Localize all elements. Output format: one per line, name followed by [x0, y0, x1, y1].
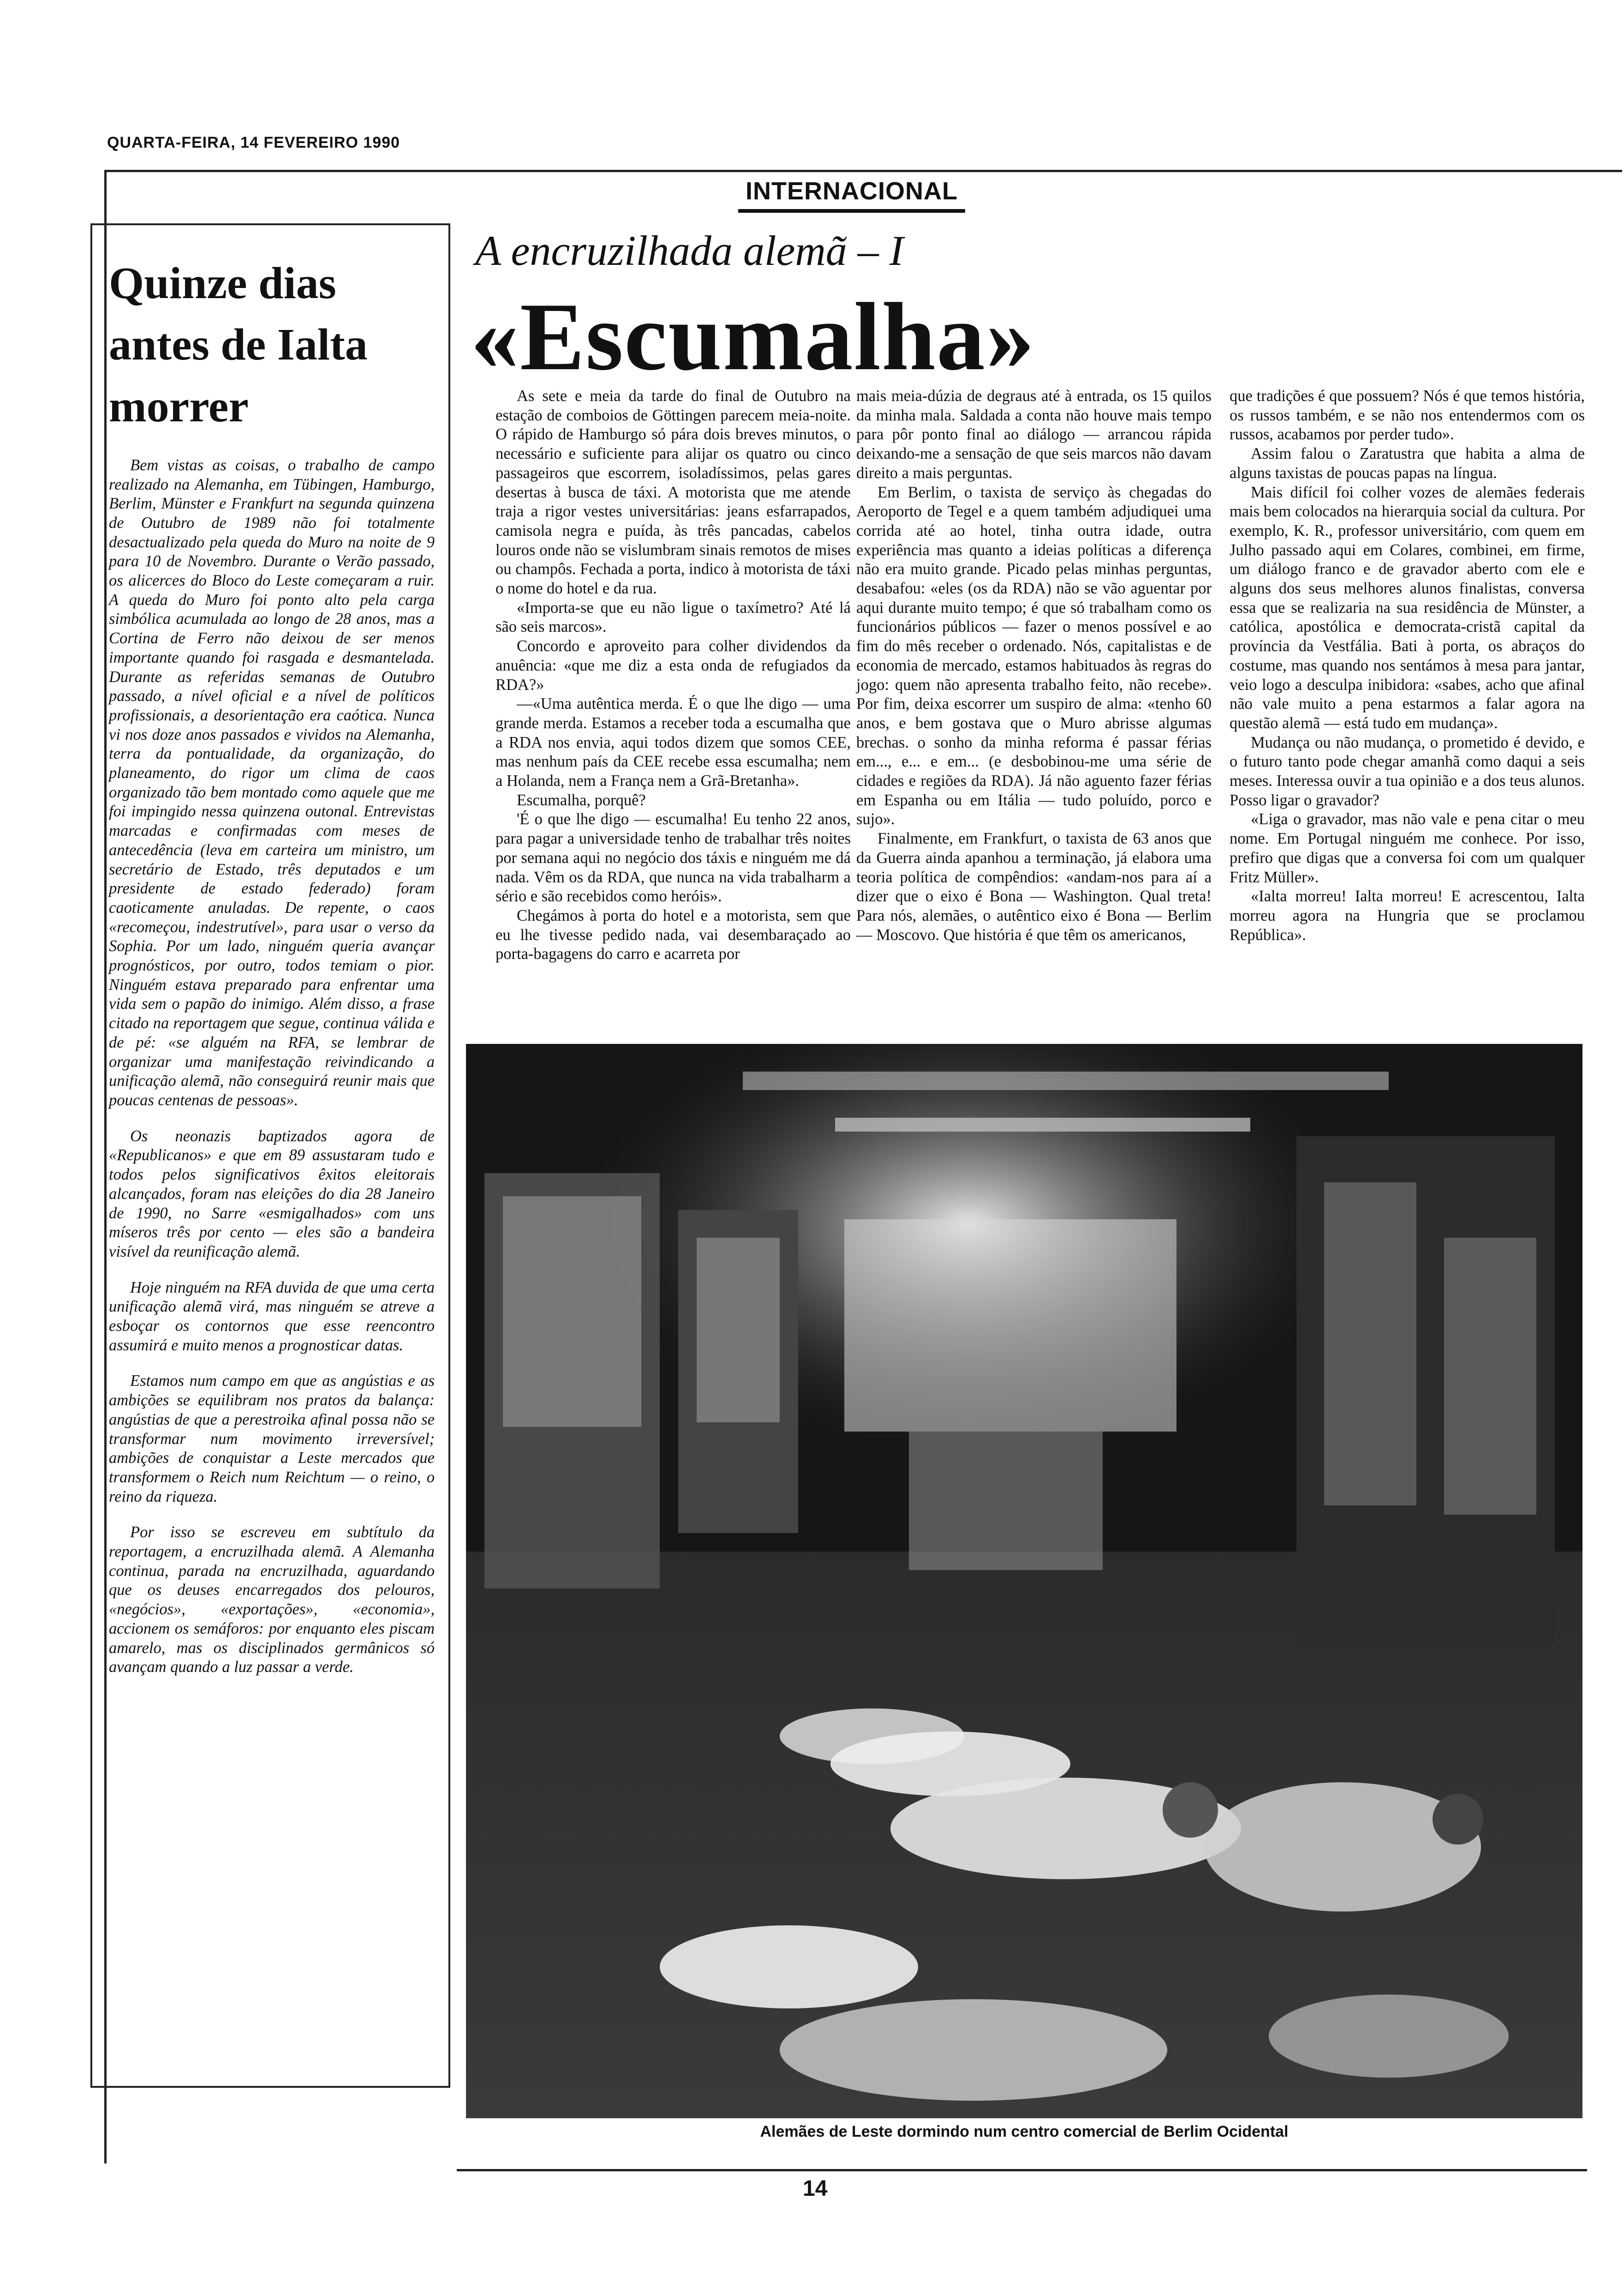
- article-paragraph: Em Berlim, o taxista de serviço às chegadas do Aeroporto de Tegel e a quem também adjudiquei uma corrida até ao hotel, tinha outra idade, outra experiência mas quanto a ideias políticas a diferença não era muito grande. Picado pelas minhas perguntas, desabafou: «eles (os da RDA) não se vão aguentar por aqui durante muito tempo; é que só trabalham como os funcionários públicos — fazer o menos possível e ao fim do mês receber o ordenado. Nós, capitalistas e de economia de mercado, estamos habituados às regras do jogo: quem não apresenta trabalho feito, não recebe». Por fim, deixa escorrer um suspiro de alma: «tenho 60 anos, e bem gostava que o Muro abrisse algumas brechas. o sonho da minha reforma é passar férias em..., e... e em... (e desbobinou-me uma série de cidades e regiões da RDA). Já não aguento fazer férias em Espanha ou em Itália — tudo poluído, porco e sujo».: [856, 483, 1212, 828]
- sidebar-paragraph: Por isso se escreveu em subtítulo da reportagem, a encruzilhada alemã. A Alemanha continua, parada na encruzilhada, aguardando que os deuses encarregados dos pelouros, «negócios», «exportações», «economia», accionem os semáforos: por enquanto eles piscam amarelo, mas os disciplinados germânicos só avançam quando a luz passar a verde.: [109, 1523, 435, 1676]
- article-paragraph: —«Uma autêntica merda. É o que lhe digo — uma grande merda. Estamos a receber toda a escumalha que a RDA nos envia, aqui todos dizem que somos CEE, mas nenhum país da CEE recebe essa escumalha; nem a Holanda, nem a França nem a Grã-Bretanha».: [496, 695, 851, 790]
- article-column-2: [856, 387, 1212, 945]
- sidebar-box: [90, 223, 450, 2088]
- sidebar-title: Quinze dias antes de Ialta morrer: [109, 258, 368, 431]
- article-paragraph: As sete e meia da tarde do final de Outubro na estação de comboios de Göttingen parecem meia-noite. O rápido de Hamburgo só pára dois breves minutos, o necessário e suficiente para alijar os quatro ou cinco passageiros que escorrem, isoladíssimos, pelas gares desertas à busca de táxi. A motorista que me atende traja a rigor vestes universitárias: jeans esfarrapados, camisola negra e puída, às três pancadas, cabelos louros onde não se vislumbram sinais remotos de mises ou champôs. Fechada a porta, indico à motorista de táxi o nome do hotel e da rua.: [496, 387, 851, 598]
- article-column-1: [496, 387, 851, 964]
- article-paragraph: Mudança ou não mudança, o prometido é devido, e o futuro tanto pode chegar amanhã como daqui a seis meses. Interessa ouvir a tua opinião e a dos teus alunos. Posso ligar o gravador?: [1230, 733, 1585, 809]
- article-paragraph: Assim falou o Zaratustra que habita a alma de alguns taxistas de poucas papas na língua.: [1230, 445, 1585, 482]
- article-paragraph: Escumalha, porquê?: [517, 791, 646, 809]
- photo-caption: Alemães de Leste dormindo num centro comercial de Berlim Ocidental: [760, 2123, 1289, 2140]
- page-number: 14: [803, 2176, 828, 2201]
- article-paragraph: Chegámos à porta do hotel e a motorista, sem que eu lhe tivesse pedido nada, vai desembaraçado ao porta-bagagens do carro e acarreta por: [496, 906, 851, 963]
- article-headline: «Escumalha»: [471, 283, 1035, 390]
- dateline: QUARTA-FEIRA, 14 FEVEREIRO 1990: [107, 134, 400, 151]
- top-rule: [104, 170, 1622, 172]
- sidebar-paragraph: Os neonazis baptizados agora de «Republicanos» e que em 89 assustaram tudo e todos pelos significativos êxitos eleitorais alcançados, foram nas eleições do dia 28 Janeiro de 1990, no Sarre «esmigalhados» com uns míseros três por cento — eles são a bandeira visível da reunificação alemã.: [109, 1127, 435, 1260]
- sidebar-paragraph: Bem vistas as coisas, o trabalho de campo realizado na Alemanha, em Tübingen, Hamburgo, Berlim, Münster e Frankfurt na segunda quinzena de Outubro de 1989 não foi totalmente desactualizado pela queda do Muro na noite de 9 para 10 de Novembro. Durante o Verão passado, os alicerces do Bloco do Leste começaram a ruir. A queda do Muro foi ponto alto pela carga simbólica acumulada ao longo de 28 anos, mas a Cortina de Ferro não deixou de ser menos importante quando foi rasgada e desmantelada. Durante as referidas semanas de Outubro passado, a nível oficial e a nível de políticos profissionais, a desorientação era caótica. Nunca vi nos doze anos passados e vividos na Alemanha, terra da pontualidade, da organização, do planeamento, do rigor um clima de caos organizado tão bem montado como aquele que me foi impingido nessa quinzena outonal. Entrevistas marcadas e confirmadas com meses de antecedência (leva em carteira um ministro, um secretário de Estado, três deputados e um presidente de estado federado) foram caoticamente anuladas. De repente, o caos «recomeçou, indestrutível», para usar o verso da Sophia. Por um lado, ninguém queria avançar prognósticos, por outro, todos temiam o pior. Ninguém estava preparado para enfrentar uma vida sem o papão do inimigo. Além disso, a frase citado na reportagem que segue, continua válida e de pé: «se alguém na RFA, se lembrar de organizar uma manifestação reivindicando a unificação alemã, não conseguirá reunir mais que poucas centenas de pessoas».: [109, 456, 435, 1109]
- news-photo: [466, 1044, 1582, 2118]
- article-paragraph: Concordo e aproveito para colher dividendos da anuência: «que me diz a esta onda de refugiados da RDA?»: [496, 637, 851, 694]
- article-column-3: [1230, 387, 1585, 945]
- article-paragraph: mais meia-dúzia de degraus até à entrada, os 15 quilos da minha mala. Saldada a conta não houve mais tempo para pôr ponto final ao diálogo — arrancou rápida deixando-me a sensação de que seis marcos não davam direito a mais perguntas.: [856, 387, 1212, 482]
- photo-illustration: [466, 1044, 1582, 2118]
- article-paragraph: «Liga o gravador, mas não vale e pena citar o meu nome. Em Portugal ninguém me conhece. Por isso, prefiro que digas que a conversa foi com um qualquer Fritz Müller».: [1230, 810, 1585, 886]
- article-paragraph: 'É o que lhe digo — escumalha! Eu tenho 22 anos, para pagar a universidade tenho de trabalhar três noites por semana aqui no negócio dos táxis e ninguém me dá nada. Vêm os da RDA, que nunca na vida trabalharm a sério e são recebidos como heróis».: [496, 810, 851, 905]
- sidebar-paragraph: Hoje ninguém na RFA duvida de que uma certa unificação alemã virá, mas ninguém se atreve a esboçar os contornos que esse reencontro assumirá e muito menos a prognosticar datas.: [109, 1278, 435, 1354]
- article-paragraph: Finalmente, em Frankfurt, o taxista de 63 anos que da Guerra ainda apanhou a terminação, já elabora uma teoria política de compêndios: «andam-nos para aí a dizer que o eixo é Bona — Washington. Qual treta! Para nós, alemães, o autêntico eixo é Bona — Berlim — Moscovo. Que história é que têm os americanos,: [856, 830, 1212, 944]
- section-tag: INTERNACIONAL: [738, 173, 965, 213]
- article-kicker: A encruzilhada alemã – I: [475, 227, 904, 274]
- bottom-rule: [457, 2169, 1587, 2171]
- article-paragraph: Mais difícil foi colher vozes de alemães federais mais bem colocados na hierarquia social da cultura. Por exemplo, K. R., professor universitário, com quem em Julho passado aqui em Colares, combinei, em firme, um diálogo franco e de gravador aberto com ele e alguns dos seus melhores alunos finalistas, conversa essa que se realizaria na sua residência de Münster, a católica, apostólica e democrata-cristã capital da província da Vestfália. Bati à porta, os abraços do costume, mas quando nos sentámos à mesa para jantar, veio logo a desculpa inibidora: «sabes, acho que afinal não vale muito a pena estarmos a falar agora na questão alemã — está tudo em mudança».: [1230, 483, 1585, 732]
- article-paragraph: que tradições é que possuem? Nós é que temos história, os russos também, e se não nos entendermos com os russos, acabamos por perder tudo».: [1230, 387, 1585, 443]
- sidebar-paragraph: Estamos num campo em que as angústias e as ambições se equilibram nos pratos da balança: angústias de que a perestroika afinal possa não se transformar num movimento irreversível; ambições de conquistar a Leste mercados que transformem o Reich num Reichtum — o reino, o reino da riqueza.: [109, 1372, 435, 1505]
- article-paragraph: «Importa-se que eu não ligue o taxímetro? Até lá são seis marcos».: [496, 599, 851, 636]
- article-paragraph: «Ialta morreu! Ialta morreu! E acrescentou, Ialta morreu agora na Hungria que se proclamou República».: [1230, 887, 1585, 944]
